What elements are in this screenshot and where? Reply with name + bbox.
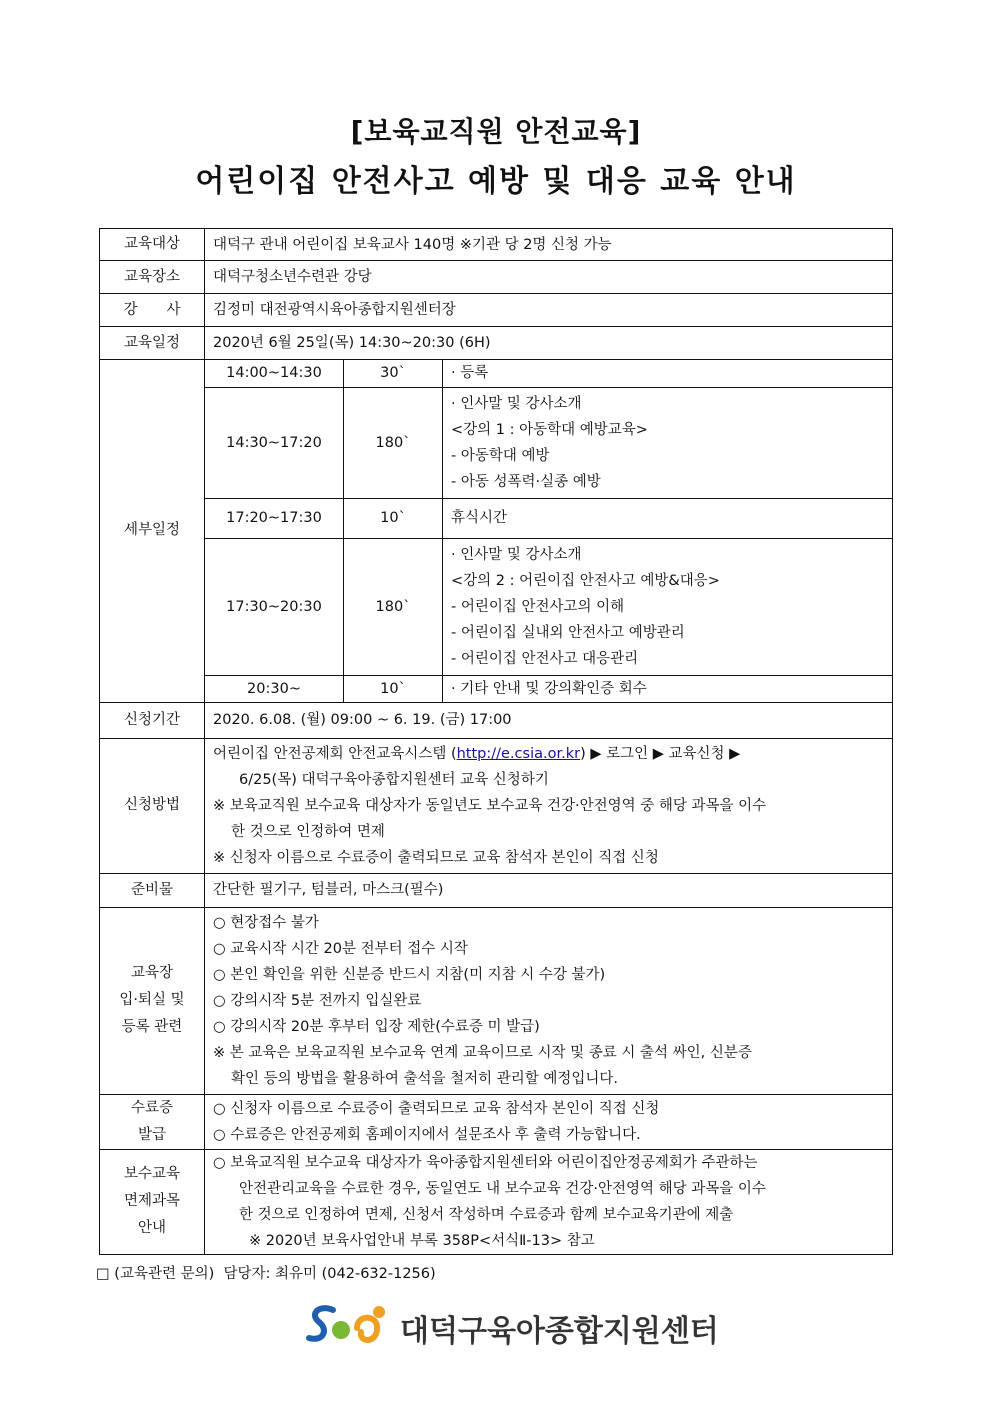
method-text: 어린이집 안전공제회 안전교육시스템 ( [213, 745, 457, 762]
schedule-line: - 어린이집 안전사고의 이해 [451, 598, 625, 615]
row-label-line: 입·퇴실 및 [119, 992, 185, 1008]
schedule-line: - 아동 성폭력·실종 예방 [451, 473, 601, 490]
method-line: ※ 보육교직원 보수교육 대상자가 동일년도 보수교육 건강·안전영역 중 해당 과목을 이수 [213, 797, 767, 814]
row-label: 교육장소 [100, 261, 205, 294]
schedule-row [205, 360, 892, 387]
row-label: 신청기간 [100, 702, 205, 738]
schedule-line: <강의 2 : 어린이집 안전사고 예방&대응> [451, 572, 720, 589]
csia-link[interactable]: http://e.csia.or.kr [456, 745, 581, 762]
row-label-line: 안내 [137, 1220, 166, 1236]
schedule-row [205, 498, 892, 538]
row-value: 대덕구청소년수련관 강당 [205, 261, 893, 294]
entry-line: ※ 본 교육은 보육교직원 보수교육 연계 교육이므로 시작 및 종료 시 출석 싸인, 신분증 [213, 1044, 752, 1061]
entry-line: ○ 강의시작 5분 전까지 입실완료 [213, 992, 422, 1009]
schedule-line: · 기타 안내 및 강의확인증 회수 [451, 680, 647, 697]
row-label-line: 발급 [137, 1126, 166, 1143]
row-label [100, 907, 205, 1094]
schedule-row [205, 387, 892, 498]
row-date [100, 327, 893, 360]
title-line-1: [보육교직원 안전교육] [350, 115, 642, 148]
info-table [99, 228, 893, 1255]
row-schedule [100, 360, 893, 703]
row-place [100, 261, 893, 294]
schedule-desc [443, 675, 893, 702]
row-method [100, 738, 893, 873]
row-exempt [100, 1149, 893, 1254]
method-line: ※ 신청자 이름으로 수료증이 출력되므로 교육 참석자 본인이 직접 신청 [213, 849, 659, 866]
row-cert [100, 1094, 893, 1149]
logo-text: 대덕구육아종합지원센터 [400, 1314, 719, 1349]
row-value: 간단한 필기구, 텀블러, 마스크(필수) [205, 873, 893, 907]
schedule-row [205, 675, 892, 702]
schedule-desc [443, 498, 893, 538]
entry-line: ○ 본인 확인을 위한 신분증 반드시 지참(미 지참 시 수강 불가) [213, 966, 606, 983]
row-value: 대덕구 관내 어린이집 보육교사 140명 ※기관 당 2명 신청 가능 [205, 229, 893, 261]
schedule-desc [443, 538, 893, 675]
schedule-time: 17:20~17:30 [205, 498, 344, 538]
schedule-cell [205, 360, 893, 703]
schedule-line: · 인사말 및 강사소개 [451, 395, 582, 412]
entry-line: ○ 현장접수 불가 [213, 914, 319, 931]
schedule-line: - 아동학대 예방 [451, 447, 550, 464]
row-label: 세부일정 [100, 360, 205, 703]
schedule-desc [443, 387, 893, 498]
row-label: 강 사 [100, 294, 205, 327]
schedule-duration: 30` [344, 360, 443, 387]
schedule-line: · 인사말 및 강사소개 [451, 546, 582, 563]
row-target [100, 229, 893, 261]
logo-mark-icon [305, 1300, 395, 1350]
exempt-line: ○ 보육교직원 보수교육 대상자가 육아종합지원센터와 어린이집안정공제회가 주관하는 [213, 1154, 758, 1171]
row-prep [100, 873, 893, 907]
schedule-time: 17:30~20:30 [205, 538, 344, 675]
method-text: ) ▶ 로그인 ▶ 교육신청 ▶ [580, 745, 741, 762]
exempt-line: 안전관리교육을 수료한 경우, 동일연도 내 보수교육 건강·안전영역 해당 과목을 이수 [239, 1180, 766, 1197]
schedule-time: 14:00~14:30 [205, 360, 344, 387]
row-label: 교육일정 [100, 327, 205, 360]
row-label-line: 교육장 [130, 965, 174, 981]
row-value: 2020. 6.08. (월) 09:00 ~ 6. 19. (금) 17:00 [205, 702, 893, 738]
row-value: 2020년 6월 25일(목) 14:30~20:30 (6H) [205, 327, 893, 360]
contact-info: □ (교육관련 문의) 담당자: 최유미 (042-632-1256) [96, 1266, 436, 1282]
schedule-line: <강의 1 : 아동학대 예방교육> [451, 421, 648, 438]
row-label: 신청방법 [100, 738, 205, 873]
row-period [100, 702, 893, 738]
row-label [100, 1149, 205, 1254]
schedule-line: - 어린이집 안전사고 대응관리 [451, 650, 639, 667]
cert-line: ○ 수료증은 안전공제회 홈페이지에서 설문조사 후 출력 가능합니다. [213, 1126, 641, 1143]
method-line [213, 741, 884, 767]
schedule-line: - 어린이집 실내외 안전사고 예방관리 [451, 624, 685, 641]
schedule-time: 20:30~ [205, 675, 344, 702]
schedule-line: 휴식시간 [451, 510, 508, 526]
schedule-desc [443, 360, 893, 387]
schedule-duration: 180` [344, 538, 443, 675]
method-line: 6/25(목) 대덕구육아종합지원센터 교육 신청하기 [239, 771, 549, 788]
schedule-table [205, 360, 892, 702]
row-label-line: 면제과목 [123, 1193, 181, 1209]
entry-line: ○ 교육시작 시간 20분 전부터 접수 시작 [213, 940, 468, 957]
row-label-line: 등록 관련 [121, 1019, 183, 1035]
row-label-line: 보수교육 [123, 1166, 181, 1182]
exempt-cell [205, 1149, 893, 1254]
schedule-row [205, 538, 892, 675]
method-line: 한 것으로 인정하여 면제 [231, 823, 385, 840]
schedule-duration: 10` [344, 498, 443, 538]
schedule-duration: 10` [344, 675, 443, 702]
entry-cell [205, 907, 893, 1094]
entry-line: 확인 등의 방법을 활용하여 출석을 철저히 관리할 예정입니다. [231, 1070, 619, 1087]
row-entry [100, 907, 893, 1094]
row-label-line: 수료증 [130, 1099, 174, 1116]
method-cell [205, 738, 893, 873]
exempt-line: ※ 2020년 보육사업안내 부록 358P<서식Ⅱ-13> 참고 [249, 1232, 595, 1249]
exempt-line: 한 것으로 인정하여 면제, 신청서 작성하며 수료증과 함께 보수교육기관에 제출 [239, 1206, 734, 1223]
schedule-duration: 180` [344, 387, 443, 498]
row-label [100, 1094, 205, 1149]
schedule-line: · 등록 [451, 365, 489, 382]
row-lecturer [100, 294, 893, 327]
row-label: 준비물 [100, 873, 205, 907]
cert-cell [205, 1094, 893, 1149]
row-value: 김정미 대전광역시육아종합지원센터장 [205, 294, 893, 327]
schedule-time: 14:30~17:20 [205, 387, 344, 498]
title-line-2: 어린이집 안전사고 예방 및 대응 교육 안내 [195, 164, 797, 199]
entry-line: ○ 강의시작 20분 후부터 입장 제한(수료증 미 발급) [213, 1018, 540, 1035]
center-logo [305, 1300, 719, 1350]
row-label: 교육대상 [100, 229, 205, 261]
cert-line: ○ 신청자 이름으로 수료증이 출력되므로 교육 참석자 본인이 직접 신청 [213, 1100, 660, 1117]
